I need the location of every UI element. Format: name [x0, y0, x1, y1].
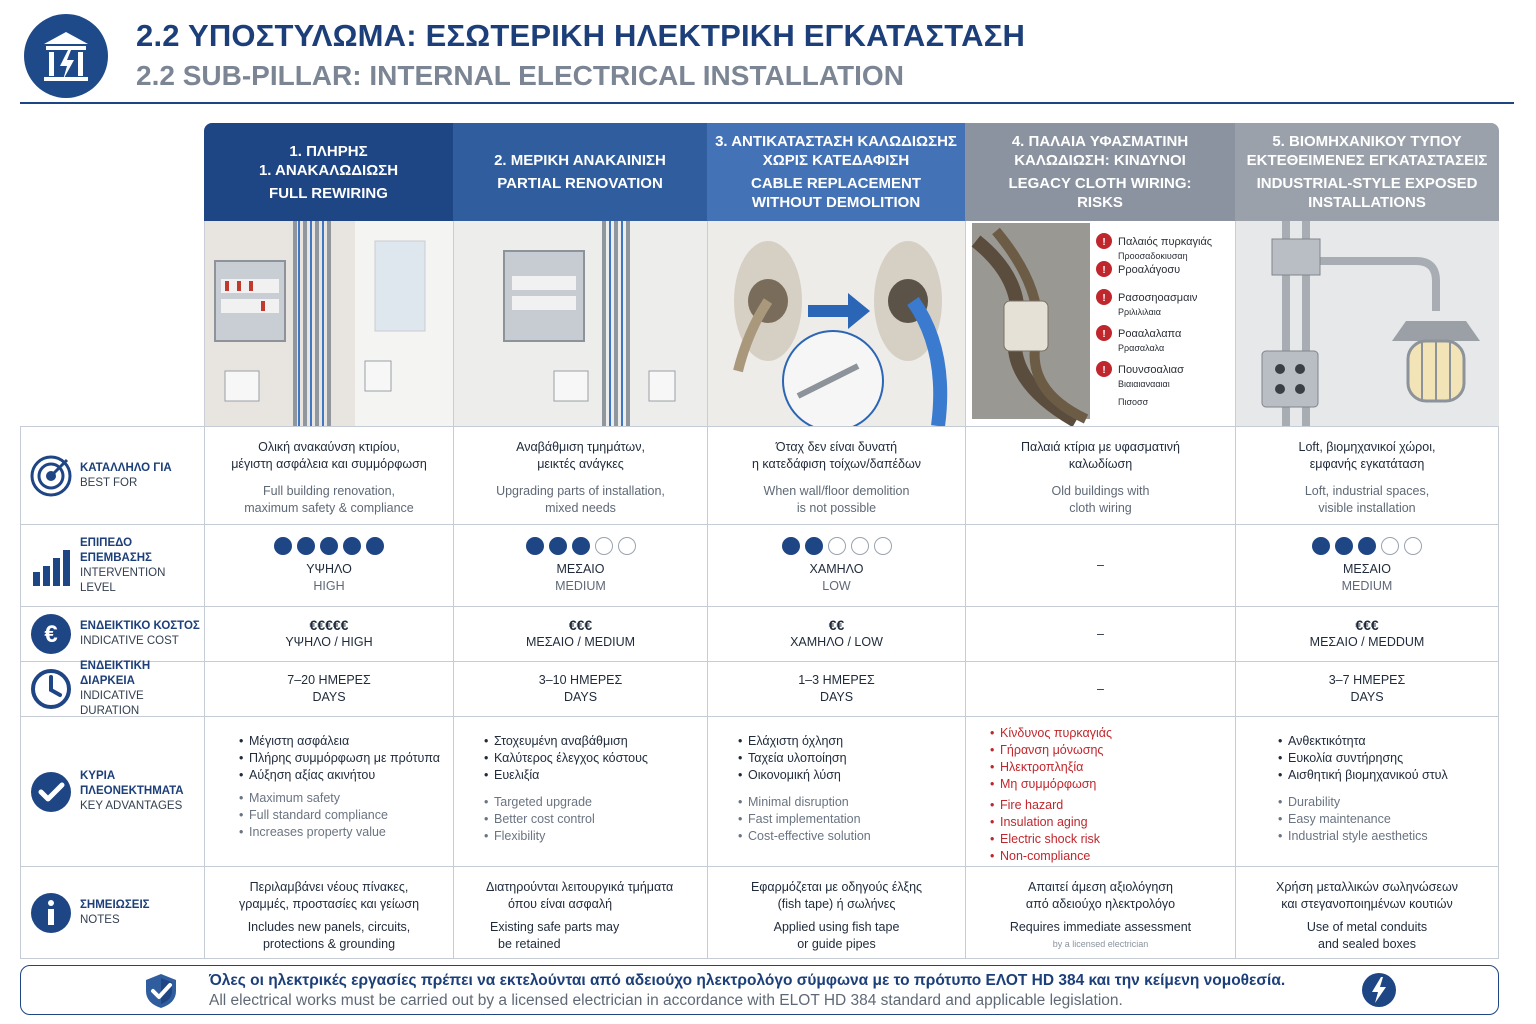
cost-symbol: €€	[828, 617, 845, 633]
list-item: • Non-compliance	[990, 848, 1235, 865]
best-for-cell	[707, 427, 965, 524]
list-item: • Maximum safety	[239, 790, 453, 807]
row-label-best-for	[20, 427, 204, 524]
level-dot-filled	[1358, 537, 1376, 555]
list-item: • Αισθητική βιομηχανικού στυλ	[1278, 767, 1498, 784]
cell-text: εμφανής εγκατάταση	[1309, 457, 1425, 471]
list-item: • Full standard compliance	[239, 807, 453, 824]
clock-icon	[29, 667, 73, 711]
row-label-greek: ΚΥΡΙΑ ΠΛΕΟΝΕΚΤΗΜΑΤΑ	[80, 770, 184, 797]
list-item: • Minimal disruption	[738, 794, 965, 811]
row-label-greek: ΣΗΜΕΙΩΣΕΙΣ	[80, 898, 150, 911]
cost-text: ΥΨΗΛΟ / HIGH	[285, 635, 373, 649]
warning-item: Ρασοσηοασμαιν	[1118, 292, 1198, 304]
cell-subtext: mixed needs	[545, 501, 616, 515]
level-subtext: MEDIUM	[555, 578, 606, 593]
level-text: ΜΕΣΑΙΟ	[556, 561, 605, 576]
shield-check-icon	[143, 972, 179, 1010]
list-item: • Ευελιξία	[484, 767, 707, 784]
cell-text: (fish tape) ή σωλήνες	[777, 897, 896, 911]
list-item: • Fast implementation	[738, 811, 965, 828]
advantages-cell	[453, 717, 707, 866]
list-item: • Αύξηση αξίας ακινήτου	[239, 767, 453, 784]
cell-text: Όταχ δεν είναι δυνατή	[775, 440, 898, 454]
row-label-intervention-level	[20, 525, 204, 606]
column-title-greek: ΚΑΛΩΔΙΩΣΗ: ΚΙΝΔΥΝΟΙ	[1014, 152, 1186, 169]
level-dot-empty	[874, 537, 892, 555]
notes-cell	[1235, 867, 1499, 958]
warning-item: Πουνσοαλιασ	[1118, 364, 1184, 376]
cell-text: καλωδίωση	[1068, 457, 1133, 471]
target-icon	[29, 454, 73, 498]
list-item: • Better cost control	[484, 811, 707, 828]
row-label-english: INDICATIVE DURATION	[80, 690, 144, 717]
notes-cell	[453, 867, 707, 958]
list-item: • Μέγιστη ασφάλεια	[239, 733, 453, 750]
duration-cell	[204, 662, 453, 716]
list-item: • Industrial style aesthetics	[1278, 828, 1498, 845]
level-dot-filled	[805, 537, 823, 555]
list-item: • Insulation aging	[990, 814, 1235, 831]
column-title-greek: 1. ΑΝΑΚΑΛΩΔΙΩΣΗ	[258, 161, 399, 179]
column-title-greek: 1. ΠΛΗΡΗΣ	[289, 142, 368, 160]
level-dot-filled	[549, 537, 567, 555]
cost-symbol: €€€	[1355, 617, 1379, 633]
duration-text: 3–10 ΗΜΕΡΕΣ	[538, 673, 623, 687]
duration-cell	[453, 662, 707, 716]
level-dot-empty	[828, 537, 846, 555]
cell-subtext: Upgrading parts of installation,	[496, 484, 665, 498]
warning-item: Βιαιαιανααιαι	[1118, 379, 1170, 389]
advantages-list	[1278, 733, 1498, 784]
bolt-icon	[1361, 972, 1397, 1008]
column-title-greek: 5. ΒΙΟΜΗΧΑΝΙΚΟΥ ΤΥΠΟΥ	[1272, 133, 1462, 150]
info-icon	[29, 891, 73, 935]
level-text: ΧΑΜΗΛΟ	[809, 561, 864, 576]
svg-text:!: !	[1102, 237, 1106, 248]
level-text: ΜΕΣΑΙΟ	[1342, 561, 1391, 576]
list-item: • Durability	[1278, 794, 1498, 811]
column-title-greek: ΕΚΤΕΘΕΙΜΕΝΕΣ ΕΓΚΑΤΑΣΤΑΣΕΙΣ	[1246, 152, 1488, 169]
column-title-english: RISKS	[1077, 194, 1123, 211]
cell-text-english: or guide pipes	[797, 937, 876, 951]
column-title-greek: 2. ΜΕΡΙΚΗ ΑΝΑΚΑΙΝΙΣΗ	[494, 152, 666, 169]
row-indicative-cost	[20, 606, 1499, 661]
warning-item: Ρριλιλιλαια	[1118, 307, 1161, 317]
column-title-greek: 4. ΠΑΛΑΙΑ ΥΦΑΣΜΑΤΙΝΗ	[1011, 133, 1189, 150]
level-dot-filled	[343, 537, 361, 555]
column-title-english: PARTIAL RENOVATION	[497, 175, 663, 192]
cell-text-english: Applied using fish tape	[773, 920, 900, 934]
level-dot-empty	[1404, 537, 1422, 555]
list-item: • Στοχευμένη αναβάθμιση	[484, 733, 707, 750]
old-wiring-icon	[965, 221, 1235, 426]
intervention-cell	[1235, 525, 1499, 606]
cell-text: μεικτές ανάγκες	[537, 457, 624, 471]
row-indicative-duration	[20, 661, 1499, 716]
best-for-cell	[1235, 427, 1499, 524]
duration-text: 3–7 ΗΜΕΡΕΣ	[1328, 673, 1406, 687]
list-item: • Πλήρης συμμόρφωση με πρότυπα	[239, 750, 453, 767]
advantages-list-english	[484, 794, 707, 845]
page-title-english: 2.2 SUB-PILLAR: INTERNAL ELECTRICAL INSTALLATION	[136, 60, 904, 91]
row-label-indicative-cost	[20, 607, 204, 661]
advantages-cell	[1235, 717, 1499, 866]
best-for-cell	[204, 427, 453, 524]
list-item: • Ταχεία υλοποίηση	[738, 750, 965, 767]
list-item: • Increases property value	[239, 824, 453, 841]
list-item: • Ευκολία συντήρησης	[1278, 750, 1498, 767]
cell-text: Χρήση μεταλλικών σωληνώσεων	[1276, 880, 1458, 894]
best-for-cell	[453, 427, 707, 524]
level-subtext: MEDIUM	[1341, 578, 1393, 593]
cost-cell	[707, 607, 965, 661]
cell-text-english: Existing safe parts may	[490, 920, 620, 934]
list-item: • Κίνδυνος πυρκαγιάς	[990, 725, 1235, 742]
column-title-english: FULL REWIRING	[269, 184, 388, 202]
cost-text: ΧΑΜΗΛΟ / LOW	[790, 635, 883, 649]
list-item: • Ελάχιστη όχληση	[738, 733, 965, 750]
level-dot-empty	[851, 537, 869, 555]
column-title-english: WITHOUT DEMOLITION	[751, 194, 921, 211]
cost-text: ΜΕΣΑΙΟ / MEDIUM	[525, 635, 636, 649]
risks-list-english	[990, 797, 1235, 865]
row-notes	[20, 866, 1499, 959]
warning-item: Ρρασαλαλα	[1118, 343, 1165, 353]
electrical-panel-icon	[204, 221, 453, 426]
intervention-cell	[965, 525, 1235, 606]
level-dots	[782, 537, 892, 555]
list-item: • Electric shock risk	[990, 831, 1235, 848]
cell-subtext: cloth wiring	[1069, 501, 1132, 515]
duration-unit: DAYS	[819, 690, 854, 704]
duration-text: 7–20 ΗΜΕΡΕΣ	[287, 673, 371, 687]
list-item: • Μη συμμόρφωση	[990, 776, 1235, 793]
cell-text: Απαιτεί άμεση αξιολόγηση	[1028, 880, 1173, 894]
row-best-for	[20, 426, 1499, 524]
cost-cell	[1235, 607, 1499, 661]
list-item: • Easy maintenance	[1278, 811, 1498, 828]
level-dot-filled	[1335, 537, 1353, 555]
level-dot-filled	[782, 537, 800, 555]
cell-text-english: Requires immediate assessment	[1009, 920, 1192, 934]
row-label-english: KEY ADVANTAGES	[80, 800, 183, 812]
row-label-english: INTERVENTION LEVEL	[80, 566, 166, 594]
cost-text: ΜΕΣΑΙΟ / MEDDUM	[1309, 635, 1425, 649]
cost-cell	[204, 607, 453, 661]
level-dot-filled	[1312, 537, 1330, 555]
notes-cell	[965, 867, 1235, 958]
advantages-cell	[204, 717, 453, 866]
empty-dash: –	[1097, 681, 1104, 696]
cell-text-english: protections & grounding	[262, 937, 396, 951]
warning-item: Ρροαλάγοσυ	[1118, 264, 1181, 276]
comparison-table	[20, 123, 1499, 959]
svg-text:!: !	[1102, 293, 1106, 304]
cell-text: Περιλαμβάνει νέους πίνακες,	[249, 880, 409, 894]
level-subtext: LOW	[822, 578, 851, 593]
svg-text:€: €	[44, 621, 58, 648]
column-header-cable-replacement	[707, 123, 965, 221]
cell-text: από αδειούχο ηλεκτρολόγο	[1025, 897, 1176, 911]
list-item: • Ηλεκτροπληξία	[990, 759, 1235, 776]
empty-dash: –	[1097, 626, 1104, 641]
cell-text: Εφαρμόζεται με οδηγούς έλξης	[750, 880, 923, 894]
level-dot-filled	[572, 537, 590, 555]
advantages-list-english	[738, 794, 965, 845]
empty-dash: –	[1097, 558, 1104, 572]
compliance-banner	[20, 965, 1499, 1015]
industrial-lamp-icon	[1235, 221, 1499, 426]
advantages-cell	[707, 717, 965, 866]
advantages-list	[239, 733, 453, 784]
row-label-key-advantages	[20, 717, 204, 866]
duration-cell	[707, 662, 965, 716]
cell-text: Αναβάθμιση τμημάτων,	[516, 440, 645, 454]
list-item: • Cost-effective solution	[738, 828, 965, 845]
cell-subtext: Full building renovation,	[262, 484, 396, 498]
best-for-cell	[965, 427, 1235, 524]
cell-text: Παλαιά κτίρια με υφασματινή	[1020, 440, 1181, 454]
cell-text: Loft, βιομηχανικοί χώροι,	[1298, 440, 1436, 454]
svg-text:!: !	[1102, 329, 1106, 340]
banner-text-english: All electrical works must be carried out by a licensed electrician in accordance with ELOT HD 384 standard and applicable legislation.	[209, 992, 1123, 1009]
cell-text-english: Includes new panels, circuits,	[247, 920, 411, 934]
intervention-cell	[453, 525, 707, 606]
duration-text: 1–3 ΗΜΕΡΕΣ	[798, 673, 875, 687]
bar-chart-icon	[29, 544, 73, 588]
row-label-greek: ΕΝΔΕΙΚΤΙΚΗ ΔΙΑΡΚΕΙΑ	[80, 660, 151, 687]
list-item: • Targeted upgrade	[484, 794, 707, 811]
notes-cell	[707, 867, 965, 958]
duration-unit: DAYS	[312, 690, 346, 704]
cell-subtext: Loft, industrial spaces,	[1304, 484, 1430, 498]
cell-subtext: maximum safety & compliance	[244, 501, 414, 515]
row-label-notes	[20, 867, 204, 958]
duration-unit: DAYS	[563, 690, 598, 704]
list-item: • Flexibility	[484, 828, 707, 845]
building-bolt-icon	[24, 14, 108, 98]
cell-subtext: visible installation	[1318, 501, 1416, 515]
cell-subtext: When wall/floor demolition	[763, 484, 910, 498]
column-title-english: LEGACY CLOTH WIRING:	[1008, 175, 1192, 192]
row-label-indicative-duration	[20, 662, 204, 716]
row-label-english: INDICATIVE COST	[80, 635, 179, 647]
column-title-greek: ΧΩΡΙΣ ΚΑΤΕΔΑΦΙΣΗ	[762, 152, 910, 169]
row-label-greek: ΕΝΔΕΙΚΤΙΚΟ ΚΟΣΤΟΣ	[80, 620, 200, 632]
cable-pull-icon	[707, 221, 965, 426]
level-dots	[274, 537, 384, 555]
column-header-full-rewiring	[204, 123, 453, 221]
row-key-advantages	[20, 716, 1499, 866]
list-item: • Fire hazard	[990, 797, 1235, 814]
cell-text-english: be retained	[498, 937, 561, 951]
cost-cell	[453, 607, 707, 661]
warning-item: Παλαιός πυρκαγιάς	[1118, 236, 1213, 248]
cell-text: η κατεδάφιση τοίχων/δαπέδων	[751, 457, 921, 471]
banner-text-greek: Όλες οι ηλεκτρικές εργασίες πρέπει να εκτελούνται από αδειούχο ηλεκτρολόγο σύμφωνα με το πρότυπο ΕΛΟΤ HD 384 και την κείμενη νομοθεσία.	[209, 972, 1286, 989]
cell-text-english: Use of metal conduits	[1306, 920, 1428, 934]
level-text: ΥΨΗΛΟ	[306, 561, 352, 576]
cell-text: γραμμές, προστασίες και γείωση	[238, 897, 420, 911]
cell-text: Διατηρούνται λειτουργικά τμήματα	[486, 880, 674, 894]
cell-text: Ολική ανακαύνση κτιρίου,	[258, 440, 400, 454]
level-dot-empty	[1381, 537, 1399, 555]
level-dot-empty	[618, 537, 636, 555]
advantages-list-english	[1278, 794, 1498, 845]
intervention-cell	[204, 525, 453, 606]
check-circle-icon	[29, 770, 73, 814]
list-item: • Γήρανση μόνωσης	[990, 742, 1235, 759]
row-intervention-level	[20, 524, 1499, 606]
list-item: • Ανθεκτικότητα	[1278, 733, 1498, 750]
warning-item: Προοσαδοκιυσαη	[1118, 251, 1188, 261]
warning-item: Ροααλαλαπα	[1118, 328, 1182, 340]
level-dot-filled	[297, 537, 315, 555]
risks-cell	[965, 717, 1235, 866]
advantages-list	[738, 733, 965, 784]
cell-subtext: Old buildings with	[1051, 484, 1150, 498]
column-title-greek: 3. ΑΝΤΙΚΑΤΑΣΤΑΣΗ ΚΑΛΩΔΙΩΣΗΣ	[715, 133, 957, 150]
level-dot-filled	[320, 537, 338, 555]
row-label-english: NOTES	[80, 913, 120, 926]
svg-text:!: !	[1102, 365, 1106, 376]
warning-item: Πισοσσ	[1118, 397, 1149, 407]
cost-symbol: €€€€€	[309, 617, 349, 633]
cell-text-english: by a licensed electrician	[1052, 939, 1149, 949]
level-dots	[526, 537, 636, 555]
duration-unit: DAYS	[1350, 690, 1384, 704]
cell-text: μέγιστη ασφάλεια και συμμόρφωση	[231, 457, 427, 471]
advantages-list-english	[239, 790, 453, 841]
column-title-english: INSTALLATIONS	[1308, 194, 1426, 211]
euro-icon	[29, 612, 73, 656]
level-dot-empty	[595, 537, 613, 555]
column-header-industrial	[1235, 123, 1499, 221]
cost-symbol: €€€	[568, 617, 593, 633]
column-title-english: INDUSTRIAL-STYLE EXPOSED	[1256, 175, 1478, 192]
column-title-english: CABLE REPLACEMENT	[750, 175, 921, 192]
level-subtext: HIGH	[313, 578, 345, 593]
cell-text: όπου είναι ασφαλή	[508, 897, 613, 911]
intervention-cell	[707, 525, 965, 606]
row-label-greek: ΕΠΙΠΕΔΟ ΕΠΕΜΒΑΣΗΣ	[80, 536, 152, 564]
cost-cell	[965, 607, 1235, 661]
duration-cell	[965, 662, 1235, 716]
notes-cell	[204, 867, 453, 958]
risks-list	[990, 725, 1235, 793]
level-dot-filled	[274, 537, 292, 555]
svg-text:!: !	[1102, 265, 1106, 276]
electrical-panel-icon	[453, 221, 707, 426]
cell-text-english: and sealed boxes	[1318, 937, 1416, 951]
page-title-greek: 2.2 ΥΠΟΣΤΥΛΩΜΑ: ΕΣΩΤΕΡΙΚΗ ΗΛΕΚΤΡΙΚΗ ΕΓΚΑΤΑΣΤΑΣΗ	[136, 18, 1026, 53]
list-item: • Οικονομική λύση	[738, 767, 965, 784]
column-header-legacy-cloth-wiring	[965, 123, 1235, 221]
column-header-partial-renovation	[453, 123, 707, 221]
level-dot-filled	[366, 537, 384, 555]
advantages-list	[484, 733, 707, 784]
cell-text: και στεγανοποιημένων κουτιών	[1281, 897, 1453, 911]
cell-subtext: is not possible	[796, 501, 877, 515]
duration-cell	[1235, 662, 1499, 716]
list-item: • Καλύτερος έλεγχος κόστους	[484, 750, 707, 767]
level-dots	[1312, 537, 1422, 555]
row-label-english: BEST FOR	[80, 476, 138, 489]
row-label-greek: ΚΑΤΑΛΛΗΛΟ ΓΙΑ	[80, 461, 172, 474]
page-header	[20, 10, 1514, 104]
level-dot-filled	[526, 537, 544, 555]
